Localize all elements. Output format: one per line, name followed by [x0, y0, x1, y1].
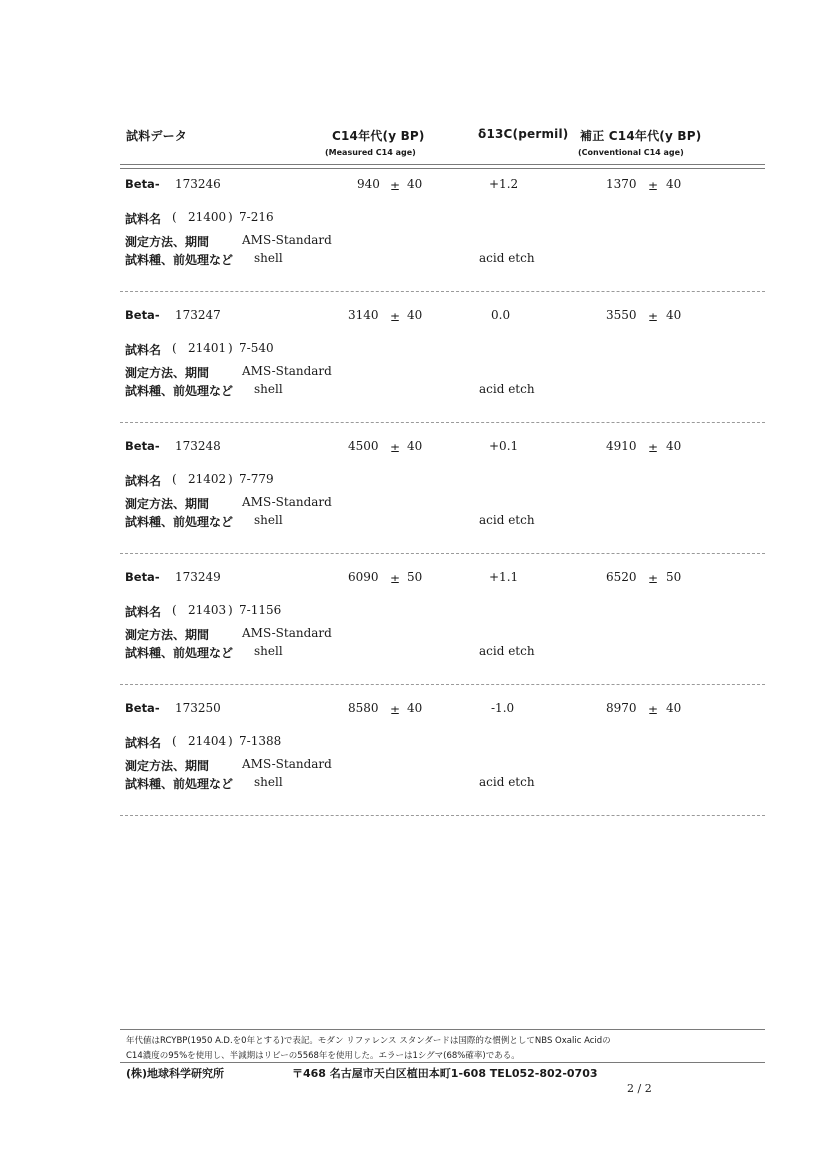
conventional-age-error: 40 [666, 177, 682, 191]
plus-minus: ± [648, 310, 659, 324]
beta-number: 173248 [175, 439, 221, 453]
company-address: 〒468 名古屋市天白区植田本町1-608 TEL052-802-0703 [292, 1067, 598, 1080]
d13c-value: +1.1 [489, 570, 519, 584]
sample-code: 7-540 [239, 341, 274, 355]
method-label: 測定方法、期間 [125, 628, 210, 642]
pretreatment-value: acid etch [479, 644, 535, 658]
conventional-age: 3550 [606, 308, 637, 322]
conventional-age-error: 40 [666, 701, 682, 715]
header-conv-age-sub: (Conventional C14 age) [578, 148, 684, 157]
footer-rule-bottom [120, 1062, 765, 1063]
beta-label: Beta- [125, 439, 160, 453]
plus-minus: ± [390, 179, 401, 193]
beta-label: Beta- [125, 177, 160, 191]
sample-code: 7-1388 [239, 734, 282, 748]
method-value: AMS-Standard [242, 757, 332, 771]
material-value: shell [254, 382, 283, 396]
sample-code: 7-216 [239, 210, 274, 224]
close-paren: ) [228, 734, 233, 748]
pretreatment-value: acid etch [479, 251, 535, 265]
plus-minus: ± [390, 310, 401, 324]
conventional-age: 1370 [606, 177, 637, 191]
close-paren: ) [228, 341, 233, 355]
plus-minus: ± [390, 441, 401, 455]
method-label: 測定方法、期間 [125, 759, 210, 773]
sample-code: 7-779 [239, 472, 274, 486]
beta-number: 173249 [175, 570, 221, 584]
page-number: 2 / 2 [627, 1082, 652, 1095]
sample-name-label: 試料名 [125, 474, 162, 488]
open-paren: ( [172, 472, 177, 486]
header-rule-top [120, 164, 765, 165]
plus-minus: ± [648, 179, 659, 193]
d13c-value: +1.2 [489, 177, 519, 191]
header-sample-data: 試料データ [126, 129, 188, 143]
beta-label: Beta- [125, 570, 160, 584]
method-value: AMS-Standard [242, 626, 332, 640]
material-value: shell [254, 251, 283, 265]
open-paren: ( [172, 603, 177, 617]
plus-minus: ± [648, 703, 659, 717]
beta-number: 173247 [175, 308, 221, 322]
pretreatment-label: 試料種、前処理など [125, 777, 234, 791]
pretreatment-label: 試料種、前処理など [125, 253, 234, 267]
material-value: shell [254, 775, 283, 789]
header-d13c: δ13C(permil) [478, 127, 569, 141]
plus-minus: ± [648, 441, 659, 455]
measured-age: 3140 [348, 308, 379, 322]
sample-name-label: 試料名 [125, 343, 162, 357]
method-value: AMS-Standard [242, 495, 332, 509]
pretreatment-value: acid etch [479, 775, 535, 789]
sample-name-label: 試料名 [125, 605, 162, 619]
plus-minus: ± [648, 572, 659, 586]
measured-age: 4500 [348, 439, 379, 453]
plus-minus: ± [390, 703, 401, 717]
measured-age-error: 40 [407, 439, 423, 453]
block-divider [120, 684, 765, 685]
pretreatment-label: 試料種、前処理など [125, 515, 234, 529]
header-rule-bottom [120, 168, 765, 169]
pretreatment-value: acid etch [479, 513, 535, 527]
conventional-age-error: 40 [666, 439, 682, 453]
sample-name-label: 試料名 [125, 212, 162, 226]
method-label: 測定方法、期間 [125, 235, 210, 249]
beta-label: Beta- [125, 701, 160, 715]
close-paren: ) [228, 603, 233, 617]
beta-label: Beta- [125, 308, 160, 322]
footer-note-line-1: 年代値はRCYBP(1950 A.D.を0年とする)で表記。モダン リファレンス スタンダードは国際的な慣例としてNBS Oxalic Acidの [126, 1036, 611, 1046]
measured-age-error: 40 [407, 701, 423, 715]
beta-number: 173246 [175, 177, 221, 191]
open-paren: ( [172, 341, 177, 355]
block-divider [120, 553, 765, 554]
block-divider [120, 422, 765, 423]
plus-minus: ± [390, 572, 401, 586]
measured-age-error: 50 [407, 570, 423, 584]
measured-age: 6090 [348, 570, 379, 584]
sample-number: 21400 [188, 210, 227, 224]
conventional-age: 4910 [606, 439, 637, 453]
conventional-age-error: 50 [666, 570, 682, 584]
close-paren: ) [228, 472, 233, 486]
pretreatment-label: 試料種、前処理など [125, 646, 234, 660]
open-paren: ( [172, 210, 177, 224]
measured-age: 940 [357, 177, 380, 191]
material-value: shell [254, 513, 283, 527]
d13c-value: +0.1 [489, 439, 519, 453]
measured-age: 8580 [348, 701, 379, 715]
conventional-age: 6520 [606, 570, 637, 584]
d13c-value: -1.0 [491, 701, 515, 715]
sample-number: 21404 [188, 734, 227, 748]
material-value: shell [254, 644, 283, 658]
sample-name-label: 試料名 [125, 736, 162, 750]
conventional-age: 8970 [606, 701, 637, 715]
measured-age-error: 40 [407, 177, 423, 191]
method-label: 測定方法、期間 [125, 497, 210, 511]
footer-rule-top [120, 1029, 765, 1030]
beta-number: 173250 [175, 701, 221, 715]
header-conv-age: 補正 C14年代(y BP) [580, 129, 702, 143]
sample-number: 21401 [188, 341, 227, 355]
sample-number: 21403 [188, 603, 227, 617]
sample-code: 7-1156 [239, 603, 282, 617]
pretreatment-value: acid etch [479, 382, 535, 396]
pretreatment-label: 試料種、前処理など [125, 384, 234, 398]
sample-number: 21402 [188, 472, 227, 486]
method-value: AMS-Standard [242, 233, 332, 247]
method-label: 測定方法、期間 [125, 366, 210, 380]
header-c14-age: C14年代(y BP) [332, 129, 425, 143]
method-value: AMS-Standard [242, 364, 332, 378]
d13c-value: 0.0 [491, 308, 511, 322]
block-divider [120, 815, 765, 816]
footer-note-line-2: C14濃度の95%を使用し、半減期はリビーの5568年を使用した。エラーは1シグマ(68%確率)である。 [126, 1051, 520, 1061]
block-divider [120, 291, 765, 292]
close-paren: ) [228, 210, 233, 224]
open-paren: ( [172, 734, 177, 748]
header-c14-age-sub: (Measured C14 age) [325, 148, 416, 157]
measured-age-error: 40 [407, 308, 423, 322]
conventional-age-error: 40 [666, 308, 682, 322]
company-name: (株)地球科学研究所 [126, 1067, 225, 1080]
